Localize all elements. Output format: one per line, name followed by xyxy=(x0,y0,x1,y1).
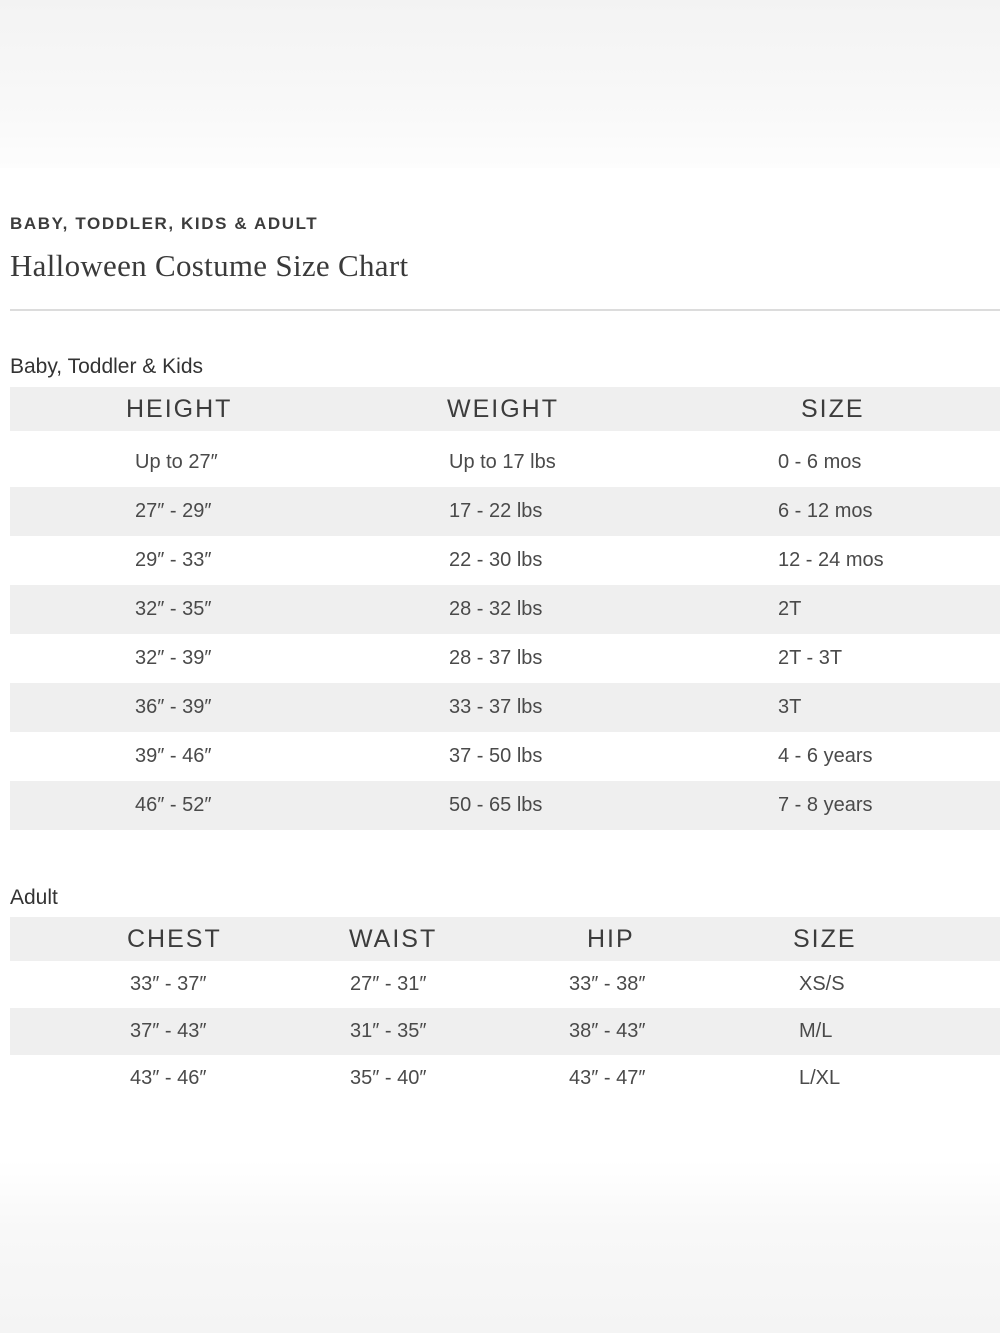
chest-cell: 43″ - 46″ xyxy=(130,1067,207,1089)
waist-cell: 31″ - 35″ xyxy=(350,1020,427,1042)
size-cell: 7 - 8 years xyxy=(778,794,873,816)
size-cell: 0 - 6 mos xyxy=(778,451,862,473)
top-background-band xyxy=(0,0,1000,168)
table-row xyxy=(10,781,1000,830)
kids-header-weight: WEIGHT xyxy=(447,395,559,423)
adult-section-title: Adult xyxy=(10,886,58,909)
kids-header-size: SIZE xyxy=(801,395,865,423)
adult-header-row xyxy=(10,917,1000,961)
height-cell: Up to 27″ xyxy=(135,451,218,473)
chest-cell: 33″ - 37″ xyxy=(130,973,207,995)
adult-header-chest: CHEST xyxy=(127,925,222,953)
adult-header-waist: WAIST xyxy=(349,925,438,953)
hip-cell: 38″ - 43″ xyxy=(569,1020,646,1042)
weight-cell: 28 - 32 lbs xyxy=(449,598,543,620)
adult-header-hip: HIP xyxy=(587,925,635,953)
table-row xyxy=(10,536,1000,585)
size-cell: M/L xyxy=(799,1020,833,1042)
table-row xyxy=(10,438,1000,487)
waist-cell: 27″ - 31″ xyxy=(350,973,427,995)
adult-size-table xyxy=(10,917,1000,1102)
size-cell: XS/S xyxy=(799,973,845,995)
eyebrow-label: BABY, TODDLER, KIDS & ADULT xyxy=(10,214,319,233)
height-cell: 36″ - 39″ xyxy=(135,696,212,718)
table-row xyxy=(10,961,1000,1008)
adult-header-size: SIZE xyxy=(793,925,857,953)
size-cell: 12 - 24 mos xyxy=(778,549,884,571)
weight-cell: Up to 17 lbs xyxy=(449,451,556,473)
kids-section-title: Baby, Toddler & Kids xyxy=(10,355,203,378)
page-title: Halloween Costume Size Chart xyxy=(10,248,409,283)
table-row xyxy=(10,1008,1000,1055)
table-row xyxy=(10,585,1000,634)
table-row xyxy=(10,732,1000,781)
height-cell: 27″ - 29″ xyxy=(135,500,212,522)
height-cell: 29″ - 33″ xyxy=(135,549,212,571)
bottom-background-band xyxy=(0,1160,1000,1333)
hip-cell: 33″ - 38″ xyxy=(569,973,646,995)
weight-cell: 37 - 50 lbs xyxy=(449,745,543,767)
chest-cell: 37″ - 43″ xyxy=(130,1020,207,1042)
size-cell: 2T - 3T xyxy=(778,647,843,669)
weight-cell: 28 - 37 lbs xyxy=(449,647,543,669)
size-cell: 2T xyxy=(778,598,802,620)
kids-header-height: HEIGHT xyxy=(126,395,233,423)
height-cell: 32″ - 35″ xyxy=(135,598,212,620)
size-cell: 3T xyxy=(778,696,802,718)
title-divider xyxy=(10,309,1000,311)
size-cell: 4 - 6 years xyxy=(778,745,873,767)
table-row xyxy=(10,683,1000,732)
weight-cell: 50 - 65 lbs xyxy=(449,794,543,816)
waist-cell: 35″ - 40″ xyxy=(350,1067,427,1089)
size-cell: 6 - 12 mos xyxy=(778,500,873,522)
height-cell: 46″ - 52″ xyxy=(135,794,212,816)
kids-size-table xyxy=(10,387,1000,830)
height-cell: 39″ - 46″ xyxy=(135,745,212,767)
table-row xyxy=(10,1055,1000,1102)
hip-cell: 43″ - 47″ xyxy=(569,1067,646,1089)
kids-header-row xyxy=(10,387,1000,431)
weight-cell: 33 - 37 lbs xyxy=(449,696,543,718)
table-row xyxy=(10,634,1000,683)
table-row xyxy=(10,487,1000,536)
height-cell: 32″ - 39″ xyxy=(135,647,212,669)
weight-cell: 22 - 30 lbs xyxy=(449,549,543,571)
size-cell: L/XL xyxy=(799,1067,841,1089)
weight-cell: 17 - 22 lbs xyxy=(449,500,543,522)
